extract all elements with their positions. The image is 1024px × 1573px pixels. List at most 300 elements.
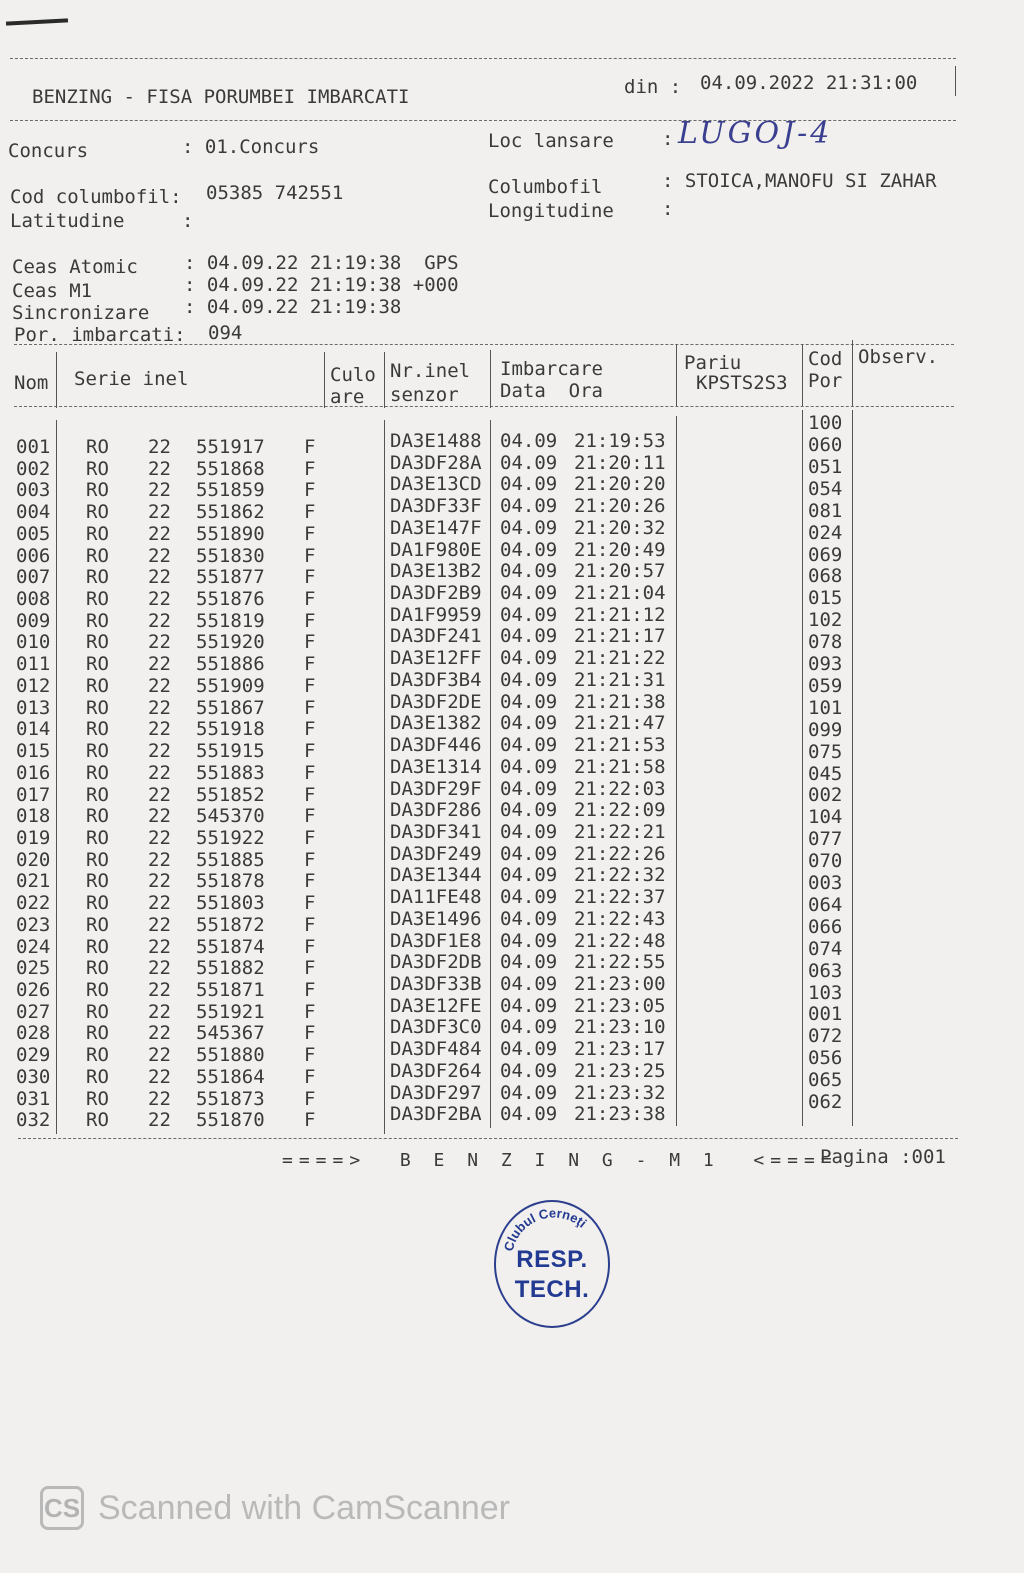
row-country: RO: [86, 979, 109, 1001]
stamp-tech: TECH.: [514, 1276, 590, 1303]
row-nom: 023: [16, 913, 51, 936]
row-sex: F: [304, 544, 316, 567]
row-time: 21:22:37: [574, 886, 666, 909]
row-sex: F: [304, 913, 316, 936]
row-date: 04.09: [500, 473, 558, 496]
cod-por-value: 051: [808, 455, 843, 478]
row-year: 22: [148, 718, 171, 741]
row-sensor: DA1F980E: [390, 538, 482, 561]
row-time: 21:21:31: [574, 668, 666, 691]
row-time: 21:23:25: [574, 1059, 666, 1082]
row-country: RO: [86, 457, 109, 480]
row-date: 04.09: [500, 516, 558, 539]
row-time: 21:20:49: [574, 538, 666, 561]
row-ring-number: 551880: [196, 1044, 265, 1067]
loc-lansare-colon: :: [662, 128, 674, 150]
row-date: 04.09: [500, 495, 558, 518]
row-year: 22: [148, 1087, 171, 1110]
cod-por-value: 099: [808, 718, 843, 741]
row-nom: 019: [16, 826, 51, 849]
row-sex: F: [304, 740, 316, 763]
header-serie-inel: Serie inel: [74, 368, 189, 390]
table-top-rule: [14, 344, 954, 345]
cod-por-value: 001: [808, 1003, 843, 1026]
row-sex: F: [304, 805, 316, 828]
ceas-atomic-label: Ceas Atomic: [12, 256, 138, 278]
row-ring-number: 551870: [196, 1109, 265, 1132]
row-ring-number: 551872: [196, 913, 265, 936]
row-year: 22: [148, 761, 171, 784]
row-year: 22: [148, 935, 171, 958]
row-time: 21:23:32: [574, 1081, 666, 1104]
header-imbarcare-1: Imbarcare: [500, 358, 603, 380]
col-line-imbarcare-head: [676, 344, 677, 406]
row-sex: F: [304, 979, 316, 1001]
header-cod-2: Por: [808, 370, 843, 392]
stamp-resp: RESP.: [516, 1246, 588, 1273]
row-sensor: DA3E1496: [390, 907, 482, 930]
row-year: 22: [148, 913, 171, 936]
row-year: 22: [148, 805, 171, 828]
svg-text:Clubul Cerneţi: Clubul Cerneţi: [500, 1205, 590, 1253]
row-date: 04.09: [500, 734, 558, 757]
row-country: RO: [86, 1087, 109, 1110]
header-right-bar: [955, 66, 956, 96]
concurs-value: : 01.Concurs: [182, 136, 320, 158]
row-nom: 032: [16, 1109, 51, 1132]
row-country: RO: [86, 892, 109, 915]
row-ring-number: 551877: [196, 566, 265, 589]
row-sensor: DA3DF446: [390, 734, 482, 757]
row-time: 21:23:10: [574, 1016, 666, 1039]
row-time: 21:21:12: [574, 603, 666, 626]
row-sex: F: [304, 1044, 316, 1067]
header-cod-1: Cod: [808, 348, 843, 370]
row-ring-number: 551878: [196, 870, 265, 893]
col-line-cod-head: [852, 340, 853, 406]
cod-por-value: 102: [808, 609, 843, 632]
row-time: 21:23:38: [574, 1103, 666, 1126]
cod-por-value: 103: [808, 981, 843, 1004]
row-country: RO: [86, 522, 109, 545]
top-dashed-rule: [10, 58, 956, 59]
row-nom: 002: [16, 457, 51, 480]
row-time: 21:23:17: [574, 1038, 666, 1061]
row-country: RO: [86, 935, 109, 958]
row-sensor: DA3DF3C0: [390, 1016, 482, 1039]
row-nom: 012: [16, 674, 51, 697]
cod-por-value: 074: [808, 937, 843, 960]
row-year: 22: [148, 783, 171, 806]
row-ring-number: 551915: [196, 740, 265, 763]
cod-por-value: 066: [808, 915, 843, 938]
row-nom: 028: [16, 1022, 51, 1045]
row-date: 04.09: [500, 777, 558, 800]
row-date: 04.09: [500, 1081, 558, 1104]
row-sensor: DA3E1344: [390, 864, 482, 887]
row-date: 04.09: [500, 842, 558, 865]
row-ring-number: 545370: [196, 805, 265, 828]
page-number: Pagina :001: [820, 1146, 946, 1168]
cod-por-value: 064: [808, 893, 843, 916]
row-year: 22: [148, 1022, 171, 1045]
row-year: 22: [148, 1065, 171, 1088]
row-country: RO: [86, 479, 109, 502]
row-nom: 014: [16, 718, 51, 741]
row-ring-number: 551922: [196, 826, 265, 849]
row-sex: F: [304, 957, 316, 980]
longitudine-value: :: [662, 198, 674, 220]
row-date: 04.09: [500, 603, 558, 626]
latitudine-label: Latitudine: [10, 210, 125, 232]
document-title: BENZING - FISA PORUMBEI IMBARCATI: [32, 86, 410, 108]
date-value: 04.09.2022 21:31:00: [700, 72, 918, 94]
row-nom: 029: [16, 1044, 51, 1067]
top-edge-mark: [6, 18, 68, 25]
row-country: RO: [86, 761, 109, 784]
row-country: RO: [86, 609, 109, 632]
row-time: 21:21:04: [574, 582, 666, 605]
row-year: 22: [148, 653, 171, 676]
row-sex: F: [304, 1109, 316, 1132]
header-nr-inel-1: Nr.inel: [390, 360, 471, 382]
row-country: RO: [86, 957, 109, 980]
loc-lansare-label: Loc lansare: [488, 130, 614, 152]
row-sensor: DA11FE48: [390, 886, 482, 909]
row-sensor: DA3DF484: [390, 1038, 482, 1061]
row-sex: F: [304, 522, 316, 545]
row-date: 04.09: [500, 929, 558, 952]
col-line-serie-head: [324, 352, 325, 408]
header-pariu-2: KPSTS2S3: [696, 372, 788, 394]
row-country: RO: [86, 1109, 109, 1132]
row-sensor: DA1F9959: [390, 603, 482, 626]
row-ring-number: 551882: [196, 957, 265, 980]
row-ring-number: 551885: [196, 848, 265, 871]
row-sensor: DA3E13B2: [390, 560, 482, 583]
row-time: 21:20:26: [574, 495, 666, 518]
row-country: RO: [86, 783, 109, 806]
row-nom: 007: [16, 566, 51, 589]
row-country: RO: [86, 826, 109, 849]
cod-columbofil-label: Cod columbofil:: [10, 186, 182, 208]
row-sex: F: [304, 674, 316, 697]
row-time: 21:20:20: [574, 473, 666, 496]
row-sex: F: [304, 1000, 316, 1023]
row-ring-number: 551868: [196, 457, 265, 480]
row-sex: F: [304, 609, 316, 632]
cod-por-value: 068: [808, 565, 843, 588]
cod-por-value: 060: [808, 434, 843, 456]
cod-por-value: 104: [808, 806, 843, 829]
row-time: 21:20:32: [574, 516, 666, 539]
row-date: 04.09: [500, 951, 558, 974]
row-date: 04.09: [500, 582, 558, 605]
row-ring-number: 551890: [196, 522, 265, 545]
row-nom: 011: [16, 653, 51, 676]
row-date: 04.09: [500, 430, 558, 452]
row-year: 22: [148, 1000, 171, 1023]
table-bottom-rule: [18, 1138, 958, 1139]
camscanner-text: Scanned with CamScanner: [98, 1488, 511, 1527]
ceas-m1-value: : 04.09.22 21:19:38 +000: [184, 274, 459, 296]
row-sensor: DA3DF33B: [390, 973, 482, 995]
cod-por-value: 003: [808, 872, 843, 894]
row-sensor: DA3DF1E8: [390, 929, 482, 952]
row-country: RO: [86, 718, 109, 741]
row-country: RO: [86, 501, 109, 524]
row-year: 22: [148, 588, 171, 611]
date-label: din :: [624, 76, 682, 98]
ceas-atomic-value: : 04.09.22 21:19:38 GPS: [184, 252, 459, 274]
row-year: 22: [148, 979, 171, 1001]
cod-por-value: 065: [808, 1069, 843, 1092]
row-sensor: DA3DF2DB: [390, 951, 482, 974]
row-ring-number: 551864: [196, 1065, 265, 1088]
row-sex: F: [304, 1065, 316, 1088]
row-time: 21:22:43: [574, 907, 666, 930]
row-sex: F: [304, 1022, 316, 1045]
row-date: 04.09: [500, 820, 558, 843]
row-country: RO: [86, 1065, 109, 1088]
table-header-bottom-rule: [14, 406, 954, 407]
row-year: 22: [148, 674, 171, 697]
row-sensor: DA3E13CD: [390, 473, 482, 496]
header-nom: Nom: [14, 372, 49, 394]
row-sex: F: [304, 870, 316, 893]
table-row: [0, 1103, 1024, 1135]
row-ring-number: 551921: [196, 1000, 265, 1023]
concurs-label: Concurs: [8, 140, 89, 162]
row-sensor: DA3DF2B9: [390, 582, 482, 605]
row-sensor: DA3DF2BA: [390, 1103, 482, 1126]
row-nom: 004: [16, 501, 51, 524]
row-sensor: DA3E147F: [390, 516, 482, 539]
cod-por-value: 101: [808, 696, 843, 719]
row-time: 21:22:55: [574, 951, 666, 974]
sincronizare-label: Sincronizare: [12, 302, 150, 324]
row-nom: 010: [16, 631, 51, 654]
row-nom: 027: [16, 1000, 51, 1023]
row-ring-number: 551909: [196, 674, 265, 697]
row-sensor: DA3DF2DE: [390, 690, 482, 713]
header-culoare-2: are: [330, 386, 365, 408]
row-date: 04.09: [500, 712, 558, 735]
row-time: 21:20:11: [574, 451, 666, 474]
row-country: RO: [86, 588, 109, 611]
row-date: 04.09: [500, 538, 558, 561]
row-sensor: DA3E1488: [390, 430, 482, 452]
cod-por-value: 045: [808, 762, 843, 785]
row-time: 21:22:09: [574, 799, 666, 822]
row-time: 21:21:47: [574, 712, 666, 735]
row-time: 21:21:58: [574, 755, 666, 778]
row-nom: 003: [16, 479, 51, 502]
row-sex: F: [304, 588, 316, 611]
row-sex: F: [304, 696, 316, 719]
row-ring-number: 551876: [196, 588, 265, 611]
row-date: 04.09: [500, 647, 558, 670]
row-sex: F: [304, 436, 316, 458]
row-date: 04.09: [500, 973, 558, 995]
cod-por-value: 075: [808, 740, 843, 763]
row-nom: 021: [16, 870, 51, 893]
row-sensor: DA3DF286: [390, 799, 482, 822]
row-year: 22: [148, 544, 171, 567]
row-country: RO: [86, 436, 109, 458]
row-ring-number: 551862: [196, 501, 265, 524]
cod-por-value: 077: [808, 828, 843, 851]
row-nom: 017: [16, 783, 51, 806]
row-date: 04.09: [500, 625, 558, 648]
row-year: 22: [148, 457, 171, 480]
row-sex: F: [304, 892, 316, 915]
row-date: 04.09: [500, 799, 558, 822]
row-nom: 020: [16, 848, 51, 871]
cod-por-value: 070: [808, 850, 843, 873]
row-date: 04.09: [500, 907, 558, 930]
row-sex: F: [304, 653, 316, 676]
row-nom: 001: [16, 436, 51, 458]
longitudine-label: Longitudine: [488, 200, 614, 222]
row-ring-number: 551819: [196, 609, 265, 632]
row-date: 04.09: [500, 1016, 558, 1039]
row-date: 04.09: [500, 1103, 558, 1126]
row-year: 22: [148, 870, 171, 893]
row-ring-number: 551874: [196, 935, 265, 958]
row-sex: F: [304, 457, 316, 480]
row-country: RO: [86, 653, 109, 676]
row-nom: 015: [16, 740, 51, 763]
row-time: 21:21:22: [574, 647, 666, 670]
row-time: 21:23:05: [574, 994, 666, 1017]
row-time: 21:19:53: [574, 430, 666, 452]
row-sensor: DA3DF264: [390, 1059, 482, 1082]
row-year: 22: [148, 848, 171, 871]
footer-benzing: ====> B E N Z I N G - M 1 <====: [282, 1150, 838, 1171]
row-time: 21:20:57: [574, 560, 666, 583]
camscanner-watermark: [40, 1486, 510, 1530]
row-sex: F: [304, 826, 316, 849]
row-sensor: DA3DF29F: [390, 777, 482, 800]
row-year: 22: [148, 501, 171, 524]
row-nom: 024: [16, 935, 51, 958]
col-line-nrinel-head: [490, 350, 491, 408]
columbofil-label: Columbofil: [488, 176, 603, 198]
col-line-nom-head: [56, 352, 57, 408]
row-date: 04.09: [500, 451, 558, 474]
loc-lansare-handwritten: LUGOJ-4: [678, 116, 833, 151]
row-year: 22: [148, 631, 171, 654]
row-date: 04.09: [500, 1059, 558, 1082]
ceas-m1-label: Ceas M1: [12, 280, 93, 302]
col-line-pariu-head: [802, 344, 803, 406]
row-sensor: DA3DF3B4: [390, 668, 482, 691]
cod-por-value: 072: [808, 1025, 843, 1048]
row-year: 22: [148, 957, 171, 980]
row-year: 22: [148, 609, 171, 632]
row-sex: F: [304, 1087, 316, 1110]
row-sex: F: [304, 848, 316, 871]
row-year: 22: [148, 566, 171, 589]
row-nom: 026: [16, 979, 51, 1001]
cod-por-value: 081: [808, 499, 843, 522]
row-sensor: DA3E12FE: [390, 994, 482, 1017]
header-imbarcare-2: Data Ora: [500, 380, 603, 402]
row-ring-number: 551803: [196, 892, 265, 915]
row-year: 22: [148, 1044, 171, 1067]
header-nr-inel-2: senzor: [390, 384, 459, 406]
row-sensor: DA3DF341: [390, 820, 482, 843]
row-country: RO: [86, 674, 109, 697]
cod-por-value: 002: [808, 784, 843, 807]
row-year: 22: [148, 892, 171, 915]
row-sensor: DA3E1314: [390, 755, 482, 778]
col-line-culoare-head: [384, 352, 385, 408]
row-sensor: DA3E1382: [390, 712, 482, 735]
row-year: 22: [148, 479, 171, 502]
cod-por-value: 062: [808, 1091, 843, 1113]
row-ring-number: 551867: [196, 696, 265, 719]
row-time: 21:22:03: [574, 777, 666, 800]
row-country: RO: [86, 848, 109, 871]
row-ring-number: 551918: [196, 718, 265, 741]
row-nom: 018: [16, 805, 51, 828]
row-year: 22: [148, 522, 171, 545]
row-nom: 031: [16, 1087, 51, 1110]
row-year: 22: [148, 1109, 171, 1132]
row-country: RO: [86, 740, 109, 763]
row-sensor: DA3E12FF: [390, 647, 482, 670]
row-time: 21:22:26: [574, 842, 666, 865]
row-sex: F: [304, 783, 316, 806]
row-date: 04.09: [500, 690, 558, 713]
cod-por-value: 069: [808, 543, 843, 566]
sincronizare-value: : 04.09.22 21:19:38: [184, 296, 402, 318]
row-nom: 016: [16, 761, 51, 784]
row-sex: F: [304, 761, 316, 784]
row-sensor: DA3DF249: [390, 842, 482, 865]
row-year: 22: [148, 826, 171, 849]
row-date: 04.09: [500, 755, 558, 778]
row-nom: 005: [16, 522, 51, 545]
row-ring-number: 551830: [196, 544, 265, 567]
row-date: 04.09: [500, 560, 558, 583]
row-date: 04.09: [500, 864, 558, 887]
columbofil-value: : STOICA,MANOFU SI ZAHAR: [662, 170, 937, 192]
cod-por-value: 054: [808, 477, 843, 500]
header-pariu-1: Pariu: [684, 352, 742, 374]
row-country: RO: [86, 631, 109, 654]
por-imbarcati-value: 094: [208, 322, 243, 344]
row-sex: F: [304, 479, 316, 502]
row-ring-number: 551886: [196, 653, 265, 676]
row-year: 22: [148, 696, 171, 719]
row-sex: F: [304, 566, 316, 589]
por-imbarcati-label: Por. imbarcati:: [14, 324, 186, 346]
row-time: 21:21:53: [574, 734, 666, 757]
cod-por-first: 100: [808, 412, 843, 434]
cod-por-value: 015: [808, 587, 843, 610]
row-sex: F: [304, 718, 316, 741]
row-year: 22: [148, 740, 171, 763]
row-country: RO: [86, 805, 109, 828]
row-sensor: DA3DF241: [390, 625, 482, 648]
row-ring-number: 551852: [196, 783, 265, 806]
cod-por-value: 059: [808, 674, 843, 697]
row-ring-number: 551883: [196, 761, 265, 784]
row-sensor: DA3DF33F: [390, 495, 482, 518]
